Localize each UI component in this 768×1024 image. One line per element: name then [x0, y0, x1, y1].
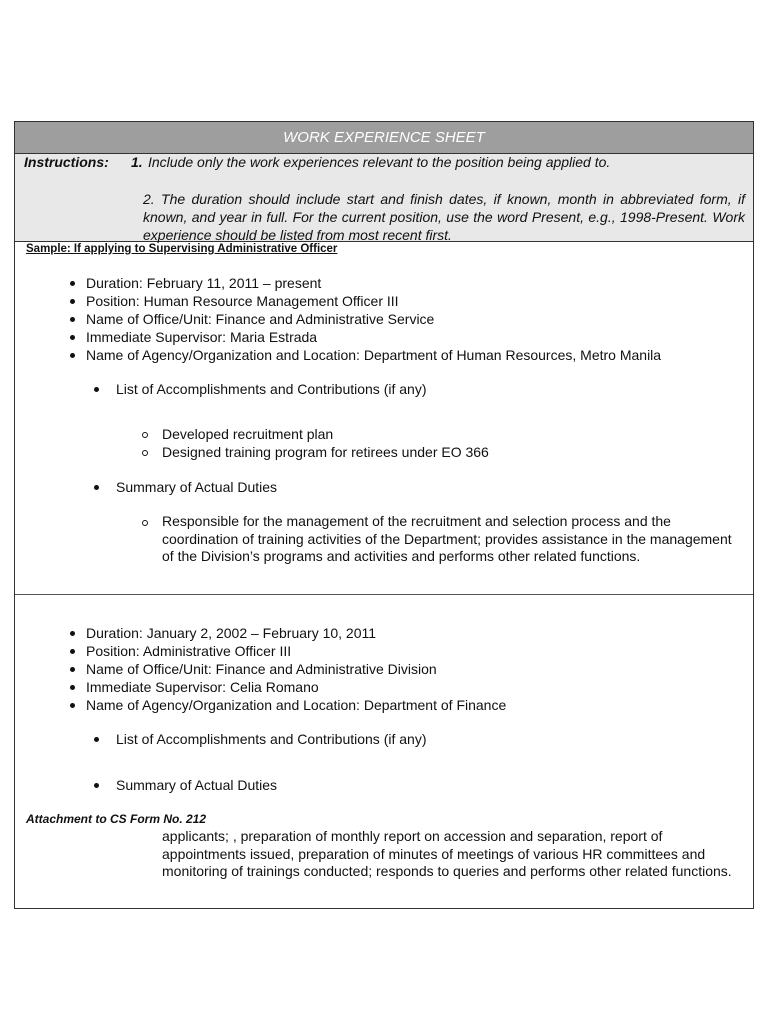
bullet-icon: [70, 317, 75, 322]
accomplishments-heading: List of Accomplishments and Contributions (if any): [116, 730, 426, 748]
bullet-icon: [70, 649, 75, 654]
bullet-icon: [70, 703, 75, 708]
bullet-icon: [94, 737, 99, 742]
list-item: [86, 328, 661, 346]
sample-label: Sample: If applying to Supervising Administrative Officer: [26, 243, 338, 255]
entry-supervisor: Immediate Supervisor: Maria Estrada: [86, 329, 318, 345]
accomplishment-item: Developed recruitment plan: [162, 425, 333, 443]
bullet-icon: [94, 387, 99, 392]
work-experience-sheet: [14, 121, 754, 909]
entry-divider: [15, 594, 753, 595]
list-item: [86, 642, 506, 660]
list-item: [86, 292, 661, 310]
bullet-icon: [70, 631, 75, 636]
entry-supervisor: Immediate Supervisor: Celia Romano: [86, 679, 319, 695]
duties-heading: Summary of Actual Duties: [116, 776, 277, 794]
entry-duration: Duration: February 11, 2011 – present: [86, 275, 322, 291]
list-item: [86, 274, 661, 292]
entry-agency: Name of Agency/Organization and Location: Department of Finance: [86, 697, 507, 713]
entry-agency: Name of Agency/Organization and Location: Department of Human Resources, Metro Manila: [86, 347, 662, 363]
list-item: [86, 678, 506, 696]
list-item: [86, 310, 661, 328]
entry-position: Position: Human Resource Management Officer III: [86, 293, 399, 309]
circle-bullet-icon: [142, 450, 148, 456]
bullet-icon: [70, 685, 75, 690]
bullet-icon: [94, 783, 99, 788]
accomplishment-item: Designed training program for retirees under EO 366: [162, 443, 489, 461]
bullet-icon: [70, 353, 75, 358]
bullet-icon: [70, 335, 75, 340]
list-item: [86, 346, 661, 364]
entry-position: Position: Administrative Officer III: [86, 643, 292, 659]
accomplishments-heading: List of Accomplishments and Contributions (if any): [116, 380, 426, 398]
list-item: [86, 660, 506, 678]
bullet-icon: [70, 667, 75, 672]
entry-office: Name of Office/Unit: Finance and Administrative Service: [86, 311, 435, 327]
bullet-icon: [70, 299, 75, 304]
circle-bullet-icon: [142, 520, 148, 526]
list-item: [86, 624, 506, 642]
bullet-icon: [70, 281, 75, 286]
duties-heading: Summary of Actual Duties: [116, 478, 277, 496]
attachment-label: Attachment to CS Form No. 212: [26, 812, 210, 826]
instruction-2-text: 2. The duration should include start and finish dates, if known, month in abbreviated form, if known, and year in full. For the current position, use the word Present, e.g., 1998-Present. Work experience should be listed from most recent first.: [143, 191, 745, 243]
instructions-label: Instructions:: [24, 154, 109, 170]
bullet-icon: [94, 485, 99, 490]
entry-1-details: [86, 274, 661, 364]
sheet-title: WORK EXPERIENCE SHEET: [15, 122, 753, 154]
circle-bullet-icon: [142, 432, 148, 438]
duties-paragraph: applicants; , preparation of monthly report on accession and separation, report of appointments issued, preparation of minutes of meetings of various HR committees and monitoring of trainings conducted; responds to queries and performs other related functions.: [162, 828, 732, 879]
entry-duration: Duration: January 2, 2002 – February 10, 2011: [86, 625, 377, 641]
list-item: [86, 696, 506, 714]
entry-2-details: [86, 624, 506, 714]
entry-office: Name of Office/Unit: Finance and Administrative Division: [86, 661, 437, 677]
instruction-1-number: 1.: [131, 154, 143, 170]
instructions-box: [15, 154, 753, 242]
duties-paragraph: Responsible for the management of the recruitment and selection process and the coordination of training activities of the Department; provides assistance in the management of the Division’s programs and activities and performs other related functions.: [162, 513, 732, 566]
instruction-1-text: Include only the work experiences relevant to the position being applied to.: [148, 154, 611, 170]
page-overlay-band: [155, 812, 753, 828]
